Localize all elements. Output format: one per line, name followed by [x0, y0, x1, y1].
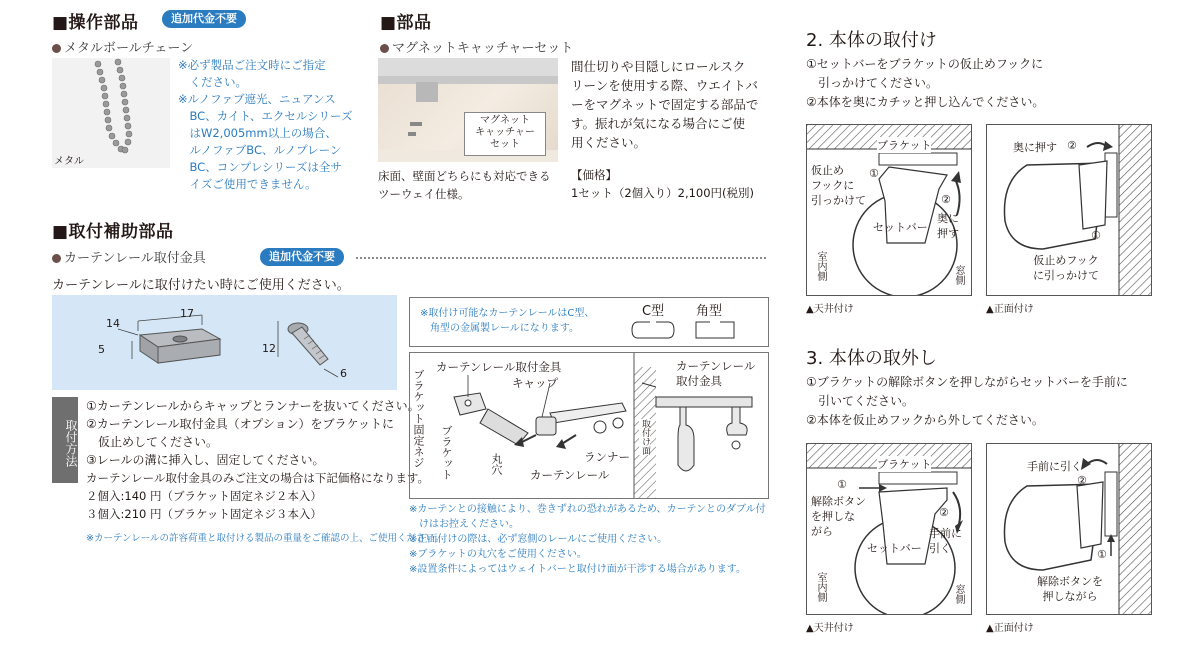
dim-14: 14 — [106, 317, 120, 330]
price-text: 1セット（2個入り）2,100円(税別) — [571, 186, 755, 200]
dim-5: 5 — [98, 343, 105, 356]
chain-note-line: はW2,005mm以上の場合、 — [178, 126, 337, 140]
install-ceiling-push — [937, 211, 959, 241]
chain-metal-label: メタル — [54, 156, 84, 167]
diag-rail-fitting: カーテンレール取付金具 — [436, 360, 562, 374]
install-ceiling-window: 窓側 — [953, 265, 964, 285]
diag-runner: ランナー — [584, 450, 630, 464]
remove-ceiling-button-line: がら — [811, 525, 833, 538]
magnet-desc-line: 用ください。 — [571, 135, 647, 150]
chain-note-line: ※ルノファブ遮光、ニュアンス — [178, 92, 336, 106]
remove-steps — [806, 373, 1128, 430]
rail-fitting-title — [52, 247, 206, 266]
dim-17: 17 — [180, 307, 194, 320]
remove-front-diagram — [986, 443, 1152, 615]
chain-title — [52, 37, 193, 56]
remove-ceiling-setbar: セットバー — [867, 542, 922, 555]
rail-bottom-note-line: ※設置条件によってはウェイトバーと取付け面が干渉する場合があります。 — [409, 564, 746, 575]
rail-fitting-photo — [52, 295, 397, 390]
magnet-caption-line: ツーウェイ仕様。 — [378, 187, 470, 201]
dim-6: 6 — [340, 367, 347, 380]
rail-type-note-line: ※取付け可能なカーテンレールはC型、 — [420, 308, 595, 319]
magnet-description — [571, 57, 758, 152]
remove-front-num1: ① — [1097, 548, 1107, 561]
price-two-pack: ２個入:140 円（ブラケット固定ネジ２本入） — [86, 489, 322, 503]
remove-ceiling-pull-line: 手前に — [929, 527, 962, 540]
dim-12: 12 — [262, 342, 276, 355]
price-three-pack: ３個入:210 円（ブラケット固定ネジ３本入） — [86, 507, 322, 521]
remove-front-pull: 手前に引く — [1027, 460, 1082, 473]
install-ceiling-num1: ① — [869, 167, 879, 180]
diag-curtain-rail: カーテンレール — [530, 468, 610, 482]
magnet-desc-line: ーをマグネットで固定する部品で — [571, 97, 759, 112]
magnet-desc-line: リーンを使用する際、ウエイトバ — [571, 78, 759, 93]
diag-mount-face: 取付け面 — [640, 419, 650, 455]
install-front-push: 奥に押す — [1013, 141, 1057, 154]
method-step-line: ①カーテンレールからキャップとランナーを抜いてください。 — [86, 399, 420, 413]
method-step-line: 仮止めしてください。 — [86, 435, 219, 449]
rail-bottom-note-line: ※カーテンとの接触により、巻きずれの恐れがあるため、カーテンとのダブル付 — [409, 504, 766, 515]
dotted-divider — [356, 257, 766, 259]
diag-cap: キャップ — [512, 376, 558, 390]
aux-title: ■取付補助部品 — [52, 222, 174, 242]
magnet-caption — [378, 167, 551, 203]
rail-mount-diagram — [409, 352, 769, 499]
remove-ceiling-pull-line: 引く — [929, 542, 951, 555]
method-step-line: ③レールの溝に挿入し、固定してください。 — [86, 453, 325, 467]
install-ceiling-push-line: 押す — [937, 227, 959, 240]
no-extra-charge-badge: 追加代金不要 — [162, 10, 246, 28]
chain-note-line: ※必ず製品ご注文時にご指定 — [178, 58, 326, 72]
remove-ceiling-num2: ② — [939, 506, 949, 519]
install-ceiling-push-line: 奥に — [937, 212, 959, 225]
remove-front-button-line: 押しながら — [1042, 590, 1098, 603]
parts-title: ■部品 — [380, 13, 432, 33]
chain-note-line: BC、カイト、エクセルシリーズ — [178, 109, 353, 123]
method-steps — [86, 397, 429, 523]
remove-ceiling-button-line: 解除ボタン — [811, 495, 866, 508]
weight-note: ※カーテンレールの許容荷重と取付ける製品の重量をご確認の上、ご使用ください。 — [86, 533, 445, 544]
remove-step-line: ②本体を仮止めフックから外してください。 — [806, 413, 1044, 427]
magnet-title-text: マグネットキャッチャーセット — [392, 41, 574, 56]
c-type-label: C型 — [642, 304, 665, 319]
install-ceiling-room: 室内側 — [815, 251, 826, 281]
install-front-caption: ▲正面付け — [986, 304, 1034, 315]
chain-note-line: ください。 — [178, 75, 247, 89]
install-title: 2. 本体の取付け — [806, 30, 937, 51]
magnet-photo — [378, 58, 558, 162]
remove-ceiling-bracket: ブラケット — [877, 458, 932, 471]
magnet-caption-line: 床面、壁面どちらにも対応できる — [378, 169, 551, 183]
magnet-callout-line: キャッチャー — [475, 127, 535, 138]
install-steps — [806, 55, 1044, 112]
diag-rail-fitting-2-line: カーテンレール — [676, 359, 756, 373]
install-ceiling-bracket: ブラケット — [877, 139, 932, 152]
ops-title: ■操作部品 — [52, 13, 139, 33]
square-type-label: 角型 — [696, 304, 723, 319]
rail-shape-icons — [630, 318, 750, 344]
magnet-callout — [464, 112, 546, 156]
magnet-price — [571, 166, 754, 202]
remove-ceiling-button-line: を押しな — [811, 510, 855, 523]
install-step-line: ②本体を奥にカチッと押し込んでください。 — [806, 95, 1045, 109]
install-ceiling-hook-line: 仮止め — [811, 164, 844, 177]
rail-bottom-note-line: ※ブラケットの丸穴をご使用ください。 — [409, 549, 587, 560]
remove-ceiling-pull — [929, 526, 962, 556]
remove-front-caption: ▲正面付け — [986, 623, 1034, 634]
rail-type-note — [420, 306, 594, 336]
diag-rail-fitting-2 — [676, 359, 755, 389]
install-ceiling-hook — [811, 163, 866, 208]
install-front-num1: ① — [1091, 229, 1101, 242]
rail-type-note-line: 角型の金属製レールになります。 — [420, 323, 579, 334]
chain-note-line: イズご使用できません。 — [178, 177, 317, 191]
magnet-callout-line: マグネット — [480, 115, 530, 126]
rail-bottom-note-line: ※正面付けの際は、必ず窓側のレールにご使用ください。 — [409, 534, 668, 545]
install-ceiling-caption: ▲天井付け — [806, 304, 854, 315]
remove-step-line: ①ブラケットの解除ボタンを押しながらセットバーを手前に — [806, 375, 1128, 389]
install-front-hook-line: に引っかけて — [1033, 269, 1099, 282]
diag-bracket-screw: ブラケット固定ネジ — [412, 369, 425, 468]
bullet-dot-icon — [52, 44, 61, 53]
install-step-line: 引っかけてください。 — [806, 76, 939, 90]
magnet-title — [380, 37, 573, 56]
remove-title: 3. 本体の取外し — [806, 348, 937, 369]
chain-note-line: BC、コンプレシリーズは全サ — [178, 160, 342, 174]
method-step-line: ②カーテンレール取付金具（オプション）をブラケットに — [86, 417, 394, 431]
magnet-callout-line: セット — [490, 139, 520, 150]
chain-title-text: メタルボールチェーン — [64, 41, 194, 56]
install-front-hook-line: 仮止めフック — [1033, 254, 1099, 267]
remove-front-button — [1037, 574, 1103, 604]
remove-ceiling-num1: ① — [837, 478, 847, 491]
install-ceiling-num2: ② — [941, 193, 951, 206]
rail-fitting-title-text: カーテンレール取付金具 — [64, 251, 206, 266]
install-step-line: ①セットバーをブラケットの仮止めフックに — [806, 57, 1044, 71]
remove-ceiling-diagram — [806, 443, 972, 615]
diag-round-hole: 丸穴 — [490, 453, 503, 475]
install-front-diagram — [986, 124, 1152, 296]
install-ceiling-diagram — [806, 124, 972, 296]
install-front-hook — [1033, 253, 1099, 283]
rail-bottom-note-line: けはお控えください。 — [409, 519, 519, 530]
remove-ceiling-window: 窓側 — [953, 584, 964, 604]
magnet-desc-line: す。振れが気になる場合にご使 — [571, 116, 746, 131]
rail-bottom-notes — [409, 502, 766, 577]
bullet-dot-icon — [380, 44, 389, 53]
magnet-desc-line: 間仕切りや目隠しにロールスク — [571, 59, 746, 74]
no-extra-charge-badge: 追加代金不要 — [260, 248, 344, 266]
remove-ceiling-button — [811, 494, 866, 539]
install-ceiling-setbar: セットバー — [873, 221, 928, 234]
price-intro: カーテンレール取付金具のみご注文の場合は下記価格になります。 — [86, 471, 429, 485]
install-front-num2: ② — [1067, 139, 1077, 152]
chain-note-line: ルノファブBC、ルノプレーン — [178, 143, 342, 157]
bullet-dot-icon — [52, 254, 61, 263]
remove-ceiling-caption: ▲天井付け — [806, 623, 854, 634]
diag-bracket: ブラケット — [440, 425, 453, 480]
remove-front-num2: ② — [1077, 474, 1087, 487]
remove-front-button-line: 解除ボタンを — [1037, 575, 1103, 588]
remove-step-line: 引いてください。 — [806, 394, 915, 408]
rail-type-box — [409, 297, 769, 347]
diag-rail-fitting-2-line: 取付金具 — [676, 374, 722, 388]
chain-photo — [52, 58, 170, 168]
method-label: 取付方法 — [52, 397, 78, 483]
install-ceiling-hook-line: フックに — [811, 179, 855, 192]
install-ceiling-hook-line: 引っかけて — [811, 194, 866, 207]
remove-ceiling-room: 室内側 — [815, 572, 826, 602]
price-label: 【価格】 — [571, 168, 617, 182]
rail-lead-text: カーテンレールに取付けたい時にご使用ください。 — [52, 278, 350, 293]
chain-notes — [178, 57, 352, 193]
